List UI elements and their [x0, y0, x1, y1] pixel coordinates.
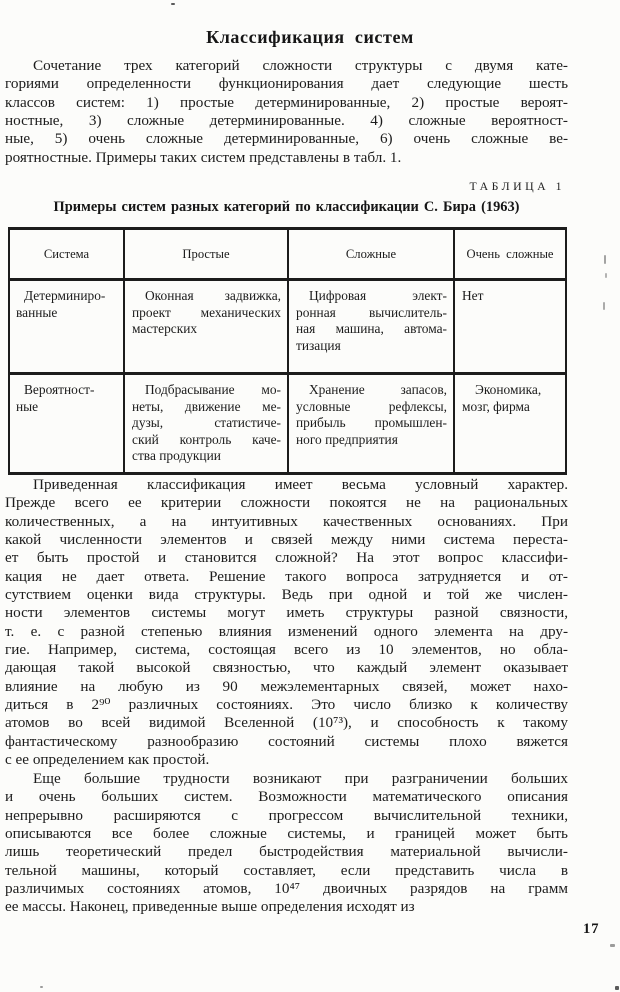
cell-deterministic-very-complex: Нет [454, 280, 566, 374]
scan-speck [605, 273, 607, 278]
cell-deterministic-simple: Оконная задвижка, проект механических мастерских [124, 280, 288, 374]
scan-speck [603, 302, 605, 310]
systems-classification-table [8, 227, 567, 475]
table-row-deterministic [9, 280, 566, 374]
col-header-very-complex: Очень сложные [454, 229, 566, 280]
cell-deterministic-label: Детерминиро- ванные [9, 280, 124, 374]
scan-speck [40, 986, 43, 988]
scan-speck [604, 255, 606, 264]
col-header-complex: Сложные [288, 229, 454, 280]
body-paragraph-classification: Приведенная классификация имеет весьма условный характер. Прежде всего ее критерии сложности покоятся не на рациональных количественных, а на интуитивных качественных основаниях. При какой численности элементов и связей между ними система переста- ет быть простой и становится сложной? На этот вопрос классифи- кация не дает ответа. Решение такого вопроса затрудняется и от- сутствием оценки вида структуры. Ведь при одной и той же числен- ности элементов системы могут иметь структуры разной связности, т. е. с разной степенью влияния изменений одного элемента на дру- гие. Например, система, состоящая всего из 10 элементов, но обла- дающая такой высокой связностью, что каждый элемент оказывает влияние на любую из 90 межэлементарных связей, может нахо- диться в 2⁹⁰ различных состояниях. Это число близко к количеству атомов во всей видимой Вселенной (10⁷³), и способность к такому фантастическому разнообразию состояний системы плохо вяжется с ее определением как простой. [5, 476, 568, 769]
col-header-system: Система [9, 229, 124, 280]
scan-speck [610, 944, 615, 947]
scan-speck [171, 3, 175, 5]
cell-probabilistic-simple: Подбрасывание мо- неты, движение ме- дузы, статистиче- ский контроль каче- ства продукции [124, 374, 288, 474]
scan-speck [615, 986, 619, 990]
cell-deterministic-complex: Цифровая элект- ронная вычислитель- ная машина, автома- тизация [288, 280, 454, 374]
page-number: 17 [583, 921, 600, 937]
page-title: Классификация систем [206, 27, 414, 47]
cell-probabilistic-very-complex: Экономика, мозг, фирма [454, 374, 566, 474]
cell-probabilistic-label: Вероятност- ные [9, 374, 124, 474]
cell-probabilistic-complex: Хранение запасов, условные рефлексы, прибыль промышлен- ного предприятия [288, 374, 454, 474]
table-caption: Примеры систем разных категорий по классификации С. Бира (1963) [53, 199, 520, 215]
intro-paragraph: Сочетание трех категорий сложности структуры с двумя кате- гориями определенности функционирования дает следующие шесть классов систем: 1) простые детерминированные, 2) простые вероят- ностные, 3) сложные детерминированные. 4) сложные вероятност- ные, 5) очень сложные детерминированные, 6) очень сложные ве- роятностные. Примеры таких систем представлены в табл. 1. [5, 57, 568, 166]
table-number-label: ТАБЛИЦА 1 [469, 179, 565, 193]
table-header-row [9, 229, 566, 280]
body-paragraph-large-systems: Еще большие трудности возникают при разграничении больших и очень больших систем. Возможности математического описания непрерывно расширяются с прогрессом вычислительной техники, описываются все более сложные системы, и границей может быть лишь теоретический предел быстродействия материальной вычисли- тельной машины, который составляет, если представить числа в различимых состояниях атомов, 10⁴⁷ двоичных разрядов на грамм ее массы. Наконец, приведенные выше определения исходят из [5, 770, 568, 916]
col-header-simple: Простые [124, 229, 288, 280]
table-row-probabilistic [9, 374, 566, 474]
